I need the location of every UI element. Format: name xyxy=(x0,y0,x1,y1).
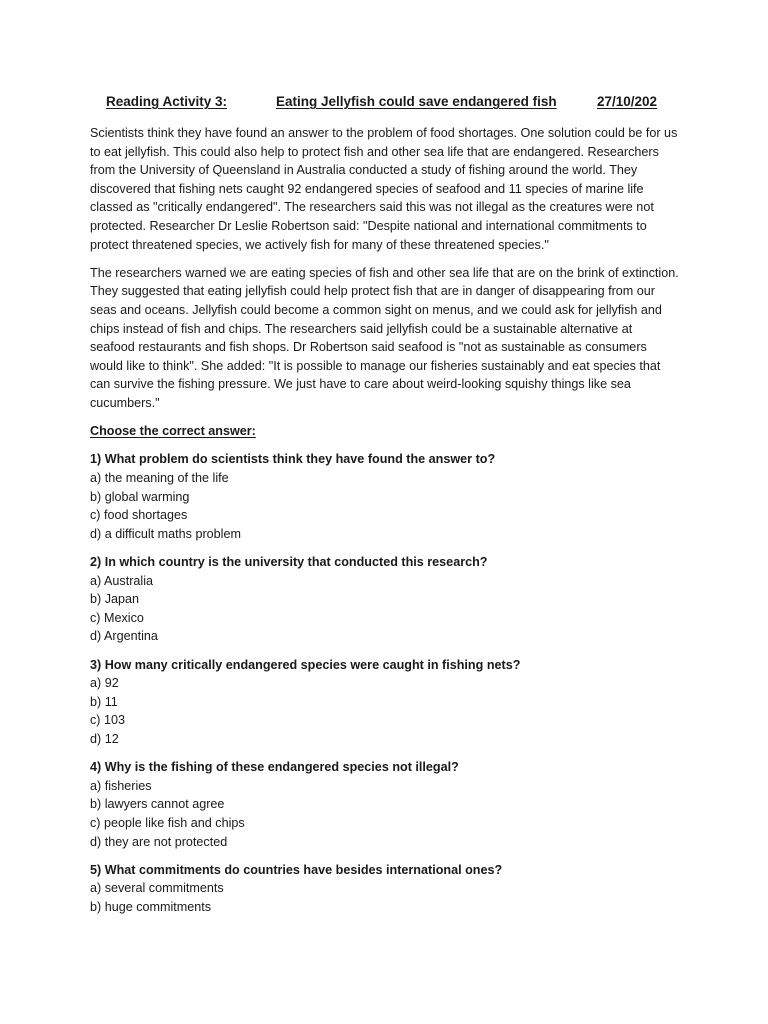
answer-option: c) people like fish and chips xyxy=(90,815,245,830)
answer-option: d) they are not protected xyxy=(90,834,228,849)
answer-option: b) global warming xyxy=(90,489,190,504)
question-4 xyxy=(90,758,680,851)
answer-option: a) Australia xyxy=(90,573,153,588)
question-5 xyxy=(90,861,680,917)
worksheet-header xyxy=(0,94,768,114)
reading-paragraph-2: The researchers warned we are eating species of fish and other sea life that are on the brink of extinction. They suggested that eating jellyfish could help protect fish that are in danger of disappearing from our seas and oceans. Jellyfish could become a common sight on menus, and we could ask for jellyfish and chips instead of fish and chips. The researchers said jellyfish could be a sustainable alternative at seafood restaurants and fish shops. Dr Robertson said seafood is "not as sustainable as consumers would like to think". She added: "It is possible to manage our fisheries sustainably and eat species that can survive the fishing pressure. We just have to care about weird-looking squishy things like sea cucumbers." xyxy=(90,265,679,410)
question-text: 1) What problem do scientists think they have found the answer to? xyxy=(90,452,496,467)
answer-option: b) 11 xyxy=(90,694,118,709)
answer-option: b) huge commitments xyxy=(90,899,212,914)
answer-option: d) Argentina xyxy=(90,629,158,644)
question-text: 5) What commitments do countries have besides international ones? xyxy=(90,862,503,877)
question-text: 4) Why is the fishing of these endangered species not illegal? xyxy=(90,760,459,775)
question-1 xyxy=(90,450,680,543)
answer-option: c) 103 xyxy=(90,713,126,728)
answer-option: d) 12 xyxy=(90,731,119,746)
question-text: 3) How many critically endangered species were caught in fishing nets? xyxy=(90,657,521,672)
question-text: 2) In which country is the university that conducted this research? xyxy=(90,555,488,570)
activity-label: Reading Activity 3: xyxy=(106,94,228,109)
reading-paragraph-1: Scientists think they have found an answer to the problem of food shortages. One solution could be for us to eat jellyfish. This could also help to protect fish and other sea life that are endangered. Researchers from the University of Queensland in Australia conducted a study of fishing around the world. They discovered that fishing nets caught 92 endangered species of seafood and 11 species of marine life classed as "critically endangered". The researchers said this was not illegal as the creatures were not protected. Researcher Dr Leslie Robertson said: "Despite national and international commitments to protect threatened species, we actively fish for many of these threatened species." xyxy=(90,126,678,252)
answer-option: c) food shortages xyxy=(90,508,188,523)
question-3 xyxy=(90,656,680,749)
activity-title: Eating Jellyfish could save endangered fish xyxy=(276,94,557,109)
answer-option: a) fisheries xyxy=(90,778,152,793)
worksheet-body xyxy=(90,124,680,926)
answer-option: c) Mexico xyxy=(90,610,144,625)
answer-option: a) several commitments xyxy=(90,881,224,896)
question-2 xyxy=(90,553,680,646)
answer-option: b) lawyers cannot agree xyxy=(90,797,225,812)
answer-option: b) Japan xyxy=(90,592,140,607)
answer-option: d) a difficult maths problem xyxy=(90,526,241,541)
instructions-label: Choose the correct answer: xyxy=(90,424,256,439)
answer-option: a) the meaning of the life xyxy=(90,471,229,486)
activity-date: 27/10/202 xyxy=(597,94,658,109)
answer-option: a) 92 xyxy=(90,676,119,691)
